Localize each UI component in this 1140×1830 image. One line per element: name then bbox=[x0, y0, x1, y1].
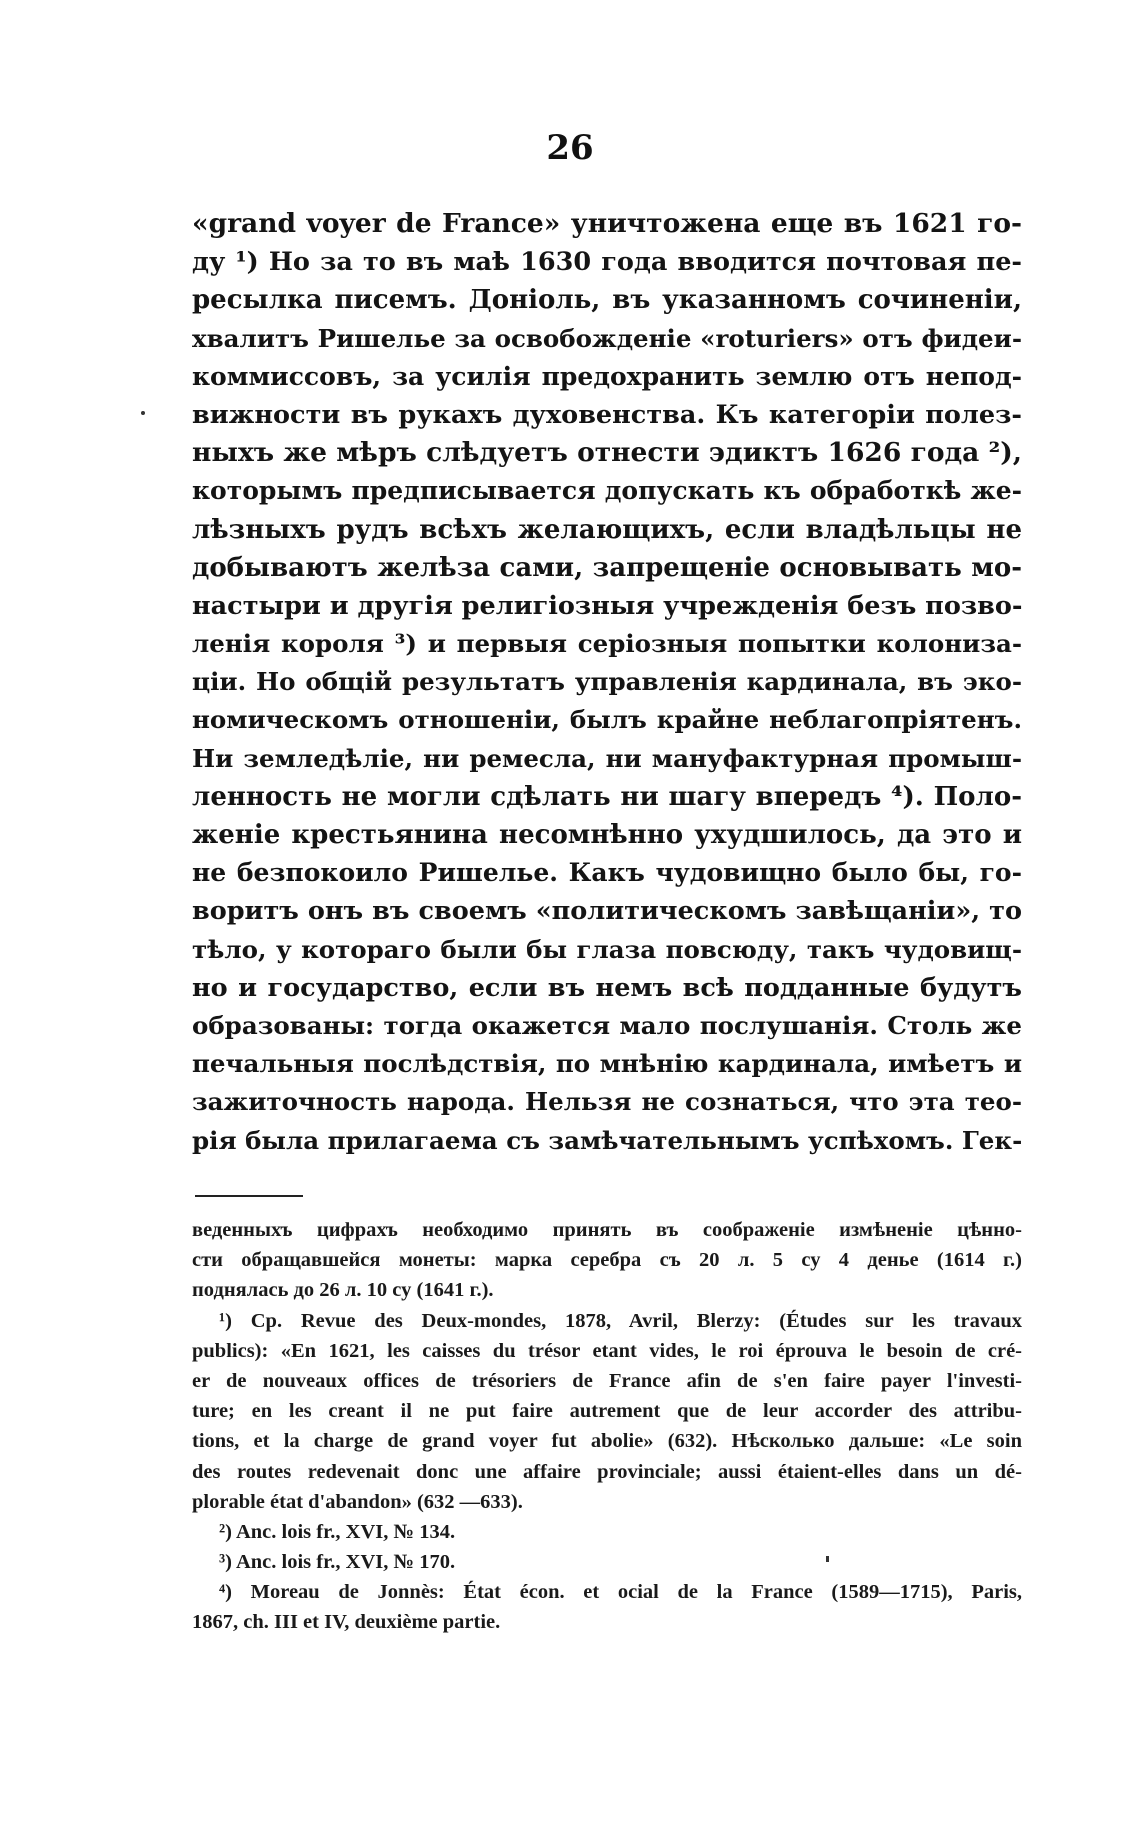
body-line: добываютъ желѣза сами, запрещеніе основывать мо- bbox=[192, 552, 1022, 583]
footnote-line: plorable état d'abandon» (632 —633). bbox=[192, 1490, 523, 1513]
body-line: лѣзныхъ рудъ всѣхъ желающихъ, если владѣльцы не bbox=[192, 514, 1022, 545]
footnote-separator bbox=[195, 1195, 303, 1197]
body-line: вижности въ рукахъ духовенства. Къ категоріи полез- bbox=[192, 399, 1022, 430]
body-line: но и государство, если въ немъ всѣ подданные будутъ bbox=[192, 972, 1022, 1003]
body-line: ціи. Но общій результатъ управленія кардинала, въ эко- bbox=[192, 667, 1022, 697]
footnote-line: ³) Anc. lois fr., XVI, № 170. bbox=[219, 1551, 456, 1574]
body-line: ленія короля ³) и первыя серіозныя попытки колониза- bbox=[192, 629, 1022, 659]
footnote-line: publics): «En 1621, les caisses du trésor etant vides, le roi éprouva le besoin de cré- bbox=[192, 1339, 1022, 1362]
body-text bbox=[192, 205, 1022, 1160]
footnote-line: сти обращавшейся монеты: марка серебра съ 20 л. 5 су 4 денье (1614 г.) bbox=[192, 1249, 1022, 1272]
page-number: 26 bbox=[546, 128, 594, 168]
margin-dot bbox=[141, 411, 145, 415]
body-line: хвалитъ Ришелье за освобожденіе «roturiers» отъ фидеи- bbox=[192, 323, 1022, 353]
body-line: настыри и другія религіозныя учрежденія безъ позво- bbox=[192, 590, 1023, 621]
footnote-line: er de nouveaux offices de trésoriers de France afin de s'en faire payer l'investi- bbox=[192, 1369, 1022, 1392]
body-line: женіе крестьянина несомнѣнно ухудшилось, да это и bbox=[192, 820, 1022, 850]
footnote-line: ²) Anc. lois fr., XVI, № 134. bbox=[219, 1520, 456, 1543]
body-line: тѣло, у котораго были бы глаза повсюду, такъ чудовищ- bbox=[192, 934, 1022, 964]
body-line: ресылка писемъ. Доніоль, въ указанномъ сочиненіи, bbox=[192, 285, 1022, 316]
body-line: воритъ онъ въ своемъ «политическомъ завѣщаніи», то bbox=[192, 896, 1022, 927]
footnotes bbox=[192, 1215, 1022, 1638]
footnote-line: tions, et la charge de grand voyer fut abolie» (632). Нѣсколько дальше: «Le soin bbox=[192, 1430, 1022, 1453]
footnote-line: des routes redevenait donc une affaire provinciale; aussi étaient-elles dans un dé- bbox=[192, 1460, 1022, 1483]
body-line: образованы: тогда окажется мало послушанія. Столь же bbox=[192, 1010, 1022, 1040]
body-line: Ни земледѣліе, ни ремесла, ни мануфактурная промыш- bbox=[192, 743, 1022, 773]
footnote-line: ture; en les creant il ne put faire autrement que de leur accorder des attribu- bbox=[192, 1400, 1022, 1423]
body-line: «grand voyer de France» уничтожена еще въ 1621 го- bbox=[192, 208, 1022, 239]
print-speck bbox=[826, 1556, 829, 1562]
footnote-line: ¹) Ср. Revue des Deux-mondes, 1878, Avril, Blerzy: (Études sur les travaux bbox=[219, 1309, 1022, 1332]
footnote-line: ⁴) Moreau de Jonnès: État écon. et ocial de la France (1589—1715), Paris, bbox=[219, 1581, 1022, 1604]
body-line: ленность не могли сдѣлать ни шагу впередъ ⁴). Поло- bbox=[192, 781, 1022, 812]
body-line: которымъ предписывается допускать къ обработкѣ же- bbox=[192, 476, 1022, 506]
footnote-line: веденныхъ цифрахъ необходимо принять въ соображеніе измѣненіе цѣнно- bbox=[192, 1219, 1022, 1241]
body-line: ду ¹) Но за то въ маѣ 1630 года вводится почтовая пе- bbox=[192, 247, 1022, 278]
body-line: номическомъ отношеніи, былъ крайне неблагопріятенъ. bbox=[192, 705, 1022, 735]
body-line: печальныя послѣдствія, по мнѣнію кардинала, имѣетъ и bbox=[192, 1049, 1022, 1079]
body-line: ныхъ же мѣръ слѣдуетъ отнести эдиктъ 1626 года ²), bbox=[192, 437, 1022, 469]
body-line: коммиссовъ, за усилія предохранить землю отъ непод- bbox=[192, 361, 1022, 391]
footnote-line: поднялась до 26 л. 10 су (1641 г.). bbox=[192, 1279, 494, 1302]
footnote-line: 1867, ch. III et IV, deuxième partie. bbox=[192, 1611, 501, 1634]
body-line: не безпокоило Ришелье. Какъ чудовищно было бы, го- bbox=[192, 858, 1022, 888]
body-line: рія была прилагаема съ замѣчательнымъ успѣхомъ. Гек- bbox=[192, 1125, 1023, 1155]
body-line: зажиточность народа. Нельзя не сознаться, что эта тео- bbox=[192, 1087, 1022, 1117]
